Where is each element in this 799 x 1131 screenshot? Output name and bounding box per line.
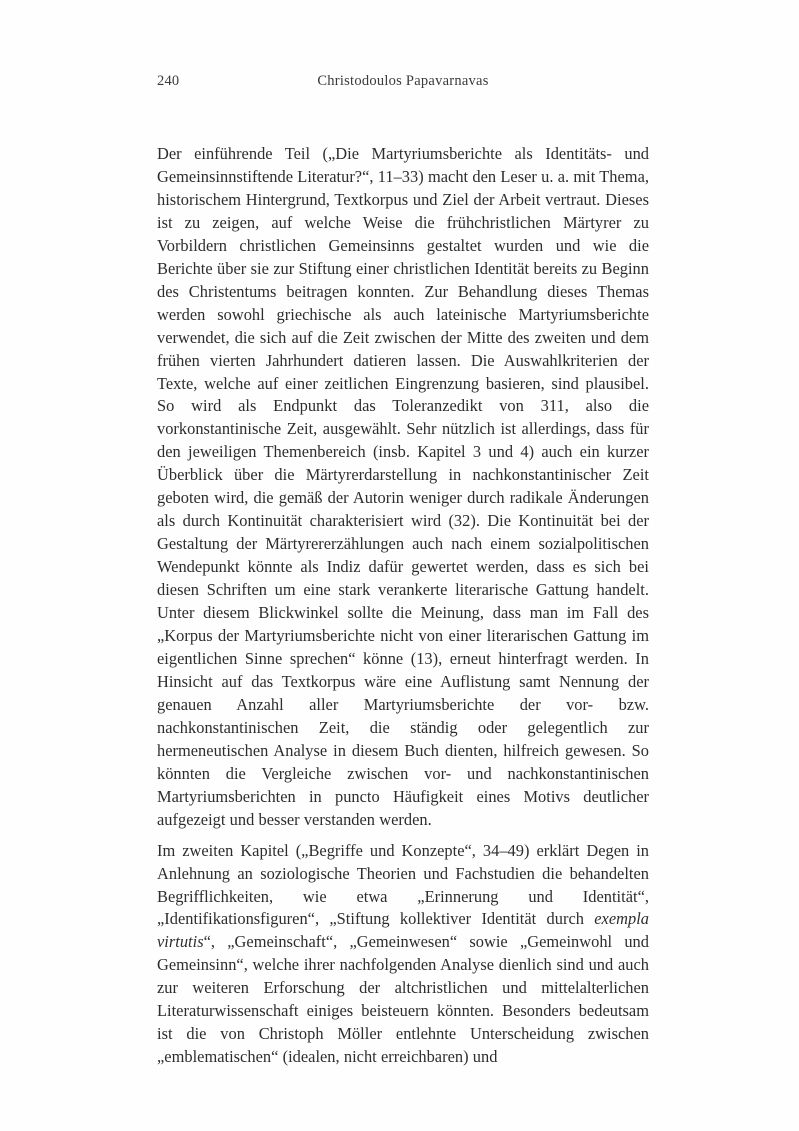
- paragraph-2-part-1: Im zweiten Kapitel („Begriffe und Konzepte“, 34–49) erklärt Degen in Anlehnung an soziologische Theorien und Fachstudien die behandelten Begrifflichkeiten, wie etwa „Erinnerung und Identität“, „Identifikationsfiguren“, „Stiftung kollektiver Identität durch: [157, 840, 649, 929]
- paragraph-2: [157, 840, 649, 1070]
- running-head-author: Christodoulos Papavarnavas: [317, 73, 489, 89]
- paragraph-2-part-2: “, „Gemeinschaft“, „Gemeinwesen“ sowie „Gemeinwohl und Gemeinsinn“, welche ihrer nachfolgenden Analyse dienlich sind und auch zur weiteren Erforschung der altchristlichen und mittelalterlichen Literaturwissenschaft einiges beisteuern könnten. Besonders bedeutsam ist die von Christoph Möller entlehnte Unterscheidung zwischen „emblematischen“ (idealen, nicht erreichbaren) und: [157, 932, 649, 1067]
- page-number: 240: [157, 73, 180, 89]
- paragraph-1: Der einführende Teil („Die Martyriumsberichte als Identitäts- und Gemeinsinnstiftende Literatur?“, 11–33) macht den Leser u. a. mit Thema, historischem Hintergrund, Textkorpus und Ziel der Arbeit vertraut. Dieses ist zu zeigen, auf welche Weise die frühchristlichen Märtyrer zu Vorbildern christlichen Gemeinsinns gestaltet wurden und wie die Berichte über sie zur Stiftung einer christlichen Identität bereits zu Beginn des Christentums beitragen konnten. Zur Behandlung dieses Themas werden sowohl griechische als auch lateinische Martyriumsberichte verwendet, die sich auf die Zeit zwischen der Mitte des zweiten und dem frühen vierten Jahrhundert datieren lassen. Die Auswahlkriterien der Texte, welche auf einer zeitlichen Eingrenzung basieren, sind plausibel. So wird als Endpunkt das Toleranzedikt von 311, also die vorkonstantinische Zeit, ausgewählt. Sehr nützlich ist allerdings, dass für den jeweiligen Themenbereich (insb. Kapitel 3 und 4) auch ein kurzer Überblick über die Märtyrerdarstellung in nachkonstantinischer Zeit geboten wird, die gemäß der Autorin weniger durch radikale Änderungen als durch Kontinuität charakterisiert wird (32). Die Kontinuität bei der Gestaltung der Märtyrererzählungen auch nach einem sozialpolitischen Wendepunkt könnte als Indiz dafür gewertet werden, dass es sich bei diesen Schriften um eine stark verankerte literarische Gattung handelt. Unter diesem Blickwinkel sollte die Meinung, dass man im Fall des „Korpus der Martyriumsberichte nicht von einer literarischen Gattung im eigentlichen Sinne sprechen“ könne (13), erneut hinterfragt werden. In Hinsicht auf das Textkorpus wäre eine Auflistung samt Nennung der genauen Anzahl aller Martyriumsberichte der vor- bzw. nachkonstantinischen Zeit, die ständig oder gelegentlich zur hermeneutischen Analyse in diesem Buch dienten, hilfreich gewesen. So könnten die Vergleiche zwischen vor- und nachkonstantinischen Martyriumsberichten in puncto Häufigkeit eines Motivs deutlicher aufgezeigt und besser verstanden werden.: [157, 144, 649, 829]
- body-text-block: [157, 143, 649, 1069]
- latin-phrase-exempla-virtutis: exempla virtutis: [157, 909, 649, 952]
- running-header: [157, 71, 649, 91]
